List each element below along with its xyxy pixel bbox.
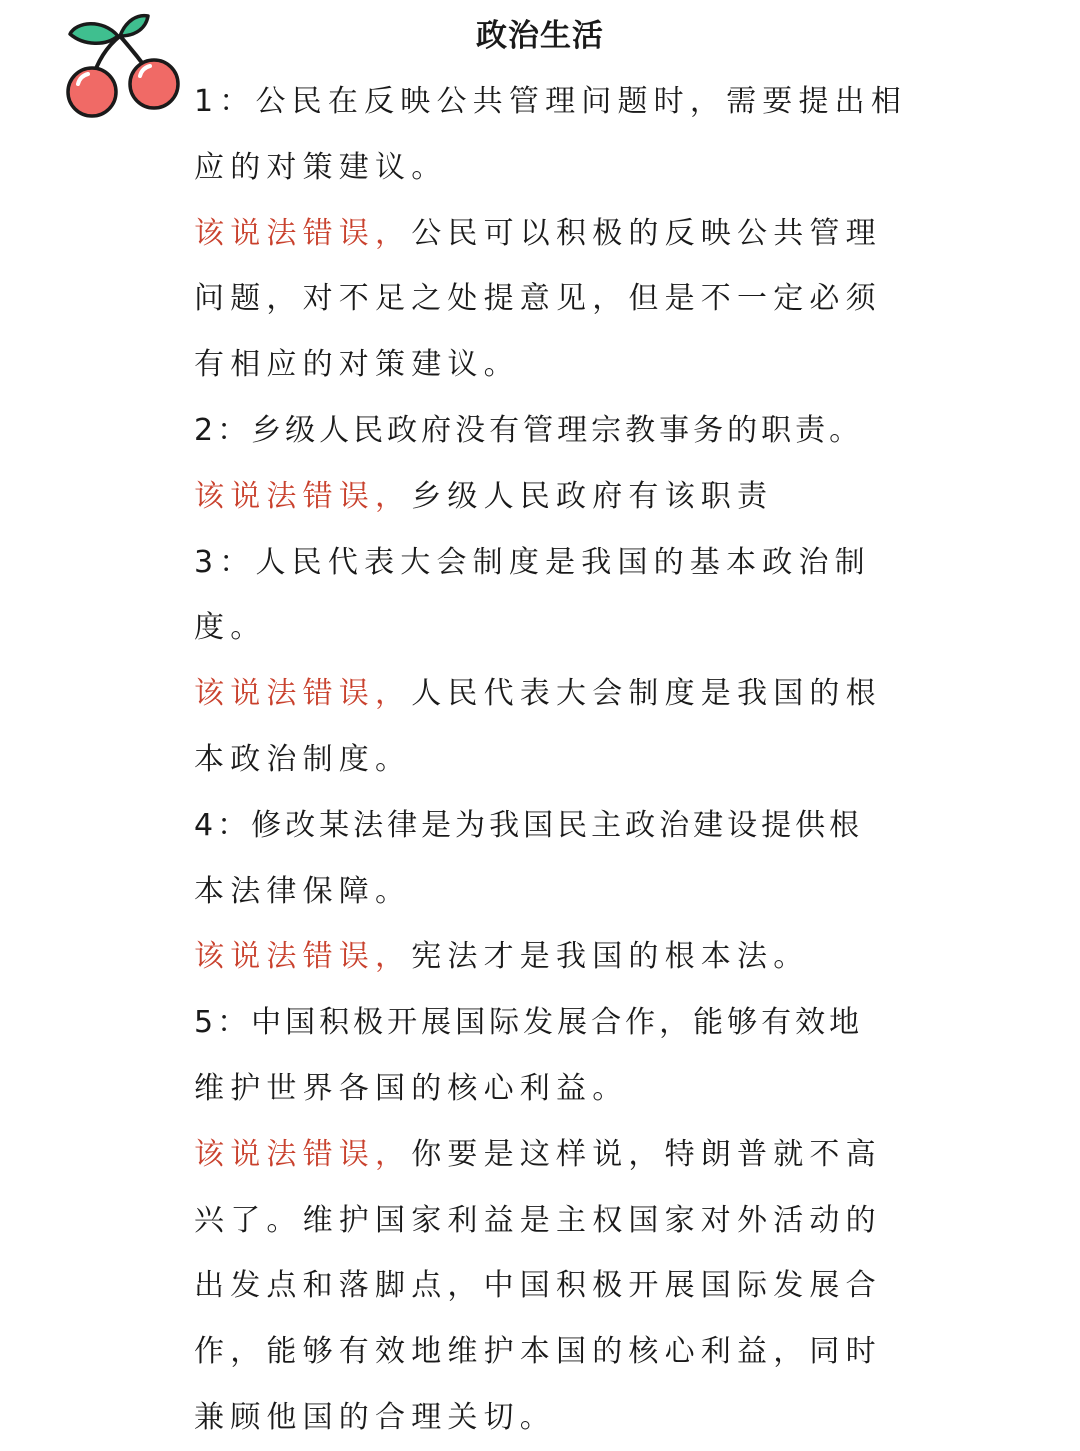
verdict-line: [194, 201, 890, 267]
statement-line: 度。: [194, 610, 267, 646]
verdict-line: [194, 464, 890, 530]
statement-line: 4：修改某法律是为我国民主政治建设提供根: [194, 807, 864, 843]
explanation-line: 本政治制度。: [194, 741, 412, 777]
explanation-line: 兴了。维护国家利益是主权国家对外活动的: [194, 1202, 882, 1238]
explanation-text: 你要是这样说，特朗普就不高: [411, 1136, 882, 1172]
verdict-label: 该说法错误，: [194, 478, 412, 514]
statement-line: 维护世界各国的核心利益。: [194, 1070, 629, 1106]
verdict-label: 该说法错误，: [194, 215, 412, 251]
statement-line: 5：中国积极开展国际发展合作，能够有效地: [194, 1005, 864, 1041]
statement-line: 1：公民在反映公共管理问题时，需要提出相: [194, 84, 908, 119]
page-title: 政治生活: [476, 18, 604, 54]
explanation-text: 公民可以积极的反映公共管理: [411, 215, 882, 251]
explanation-line: 有相应的对策建议。: [194, 347, 520, 383]
statement-line: 本法律保障。: [194, 873, 412, 909]
verdict-label: 该说法错误，: [194, 1136, 412, 1172]
explanation-line: 问题，对不足之处提意见，但是不一定必须: [194, 281, 882, 317]
explanation-text: 宪法才是我国的根本法。: [411, 939, 810, 975]
verdict-line: [194, 1122, 890, 1188]
explanation-text: 人民代表大会制度是我国的根: [411, 676, 882, 712]
statement-line: 应的对策建议。: [194, 149, 448, 185]
statement-line: 2：乡级人民政府没有管理宗教事务的职责。: [194, 412, 864, 448]
verdict-label: 该说法错误，: [194, 939, 412, 975]
verdict-line: [194, 924, 890, 990]
article-body: [194, 69, 908, 1451]
statement-line: 3：人民代表大会制度是我国的基本政治制: [194, 544, 871, 580]
explanation-line: 作，能够有效地维护本国的核心利益，同时: [194, 1334, 882, 1370]
explanation-line: 出发点和落脚点，中国积极开展国际发展合: [194, 1268, 882, 1304]
verdict-line: [194, 661, 890, 727]
explanation-text: 乡级人民政府有该职责: [411, 478, 774, 514]
explanation-line: 兼顾他国的合理关切。: [194, 1399, 556, 1435]
verdict-label: 该说法错误，: [194, 676, 412, 712]
